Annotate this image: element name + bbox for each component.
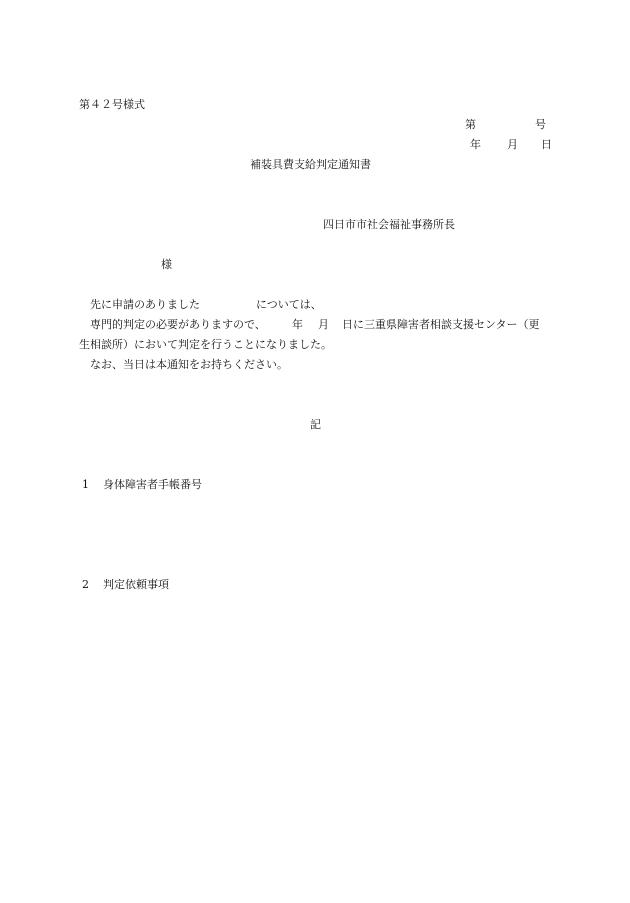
item-1-label: 身体障害者手帳番号 — [103, 478, 202, 491]
item-2-label: 判定依頼事項 — [103, 578, 169, 591]
body-line1-a: 先に申請のありました — [90, 298, 200, 311]
document-number-prefix: 第 — [465, 118, 476, 131]
document-number-suffix: 号 — [535, 118, 546, 131]
date-month: 月 — [507, 138, 518, 151]
body-line4: なお、当日は本通知をお持ちください。 — [90, 358, 288, 371]
ki-heading: 記 — [310, 418, 321, 431]
body-line2-month: 月 — [318, 318, 329, 331]
body-line2-a: 専門的判定の必要がありますので、 — [90, 318, 266, 331]
body-line1-b: については、 — [256, 298, 322, 311]
form-number: 第４２号様式 — [79, 98, 145, 111]
document-title: 補装具費支給判定通知書 — [250, 158, 371, 171]
body-line2-year: 年 — [292, 318, 303, 331]
item-1-number: 1 — [82, 478, 89, 491]
issuer: 四日市市社会福祉事務所長 — [323, 218, 455, 231]
addressee-suffix: 様 — [161, 258, 172, 271]
date-year: 年 — [470, 138, 481, 151]
body-line3: 生相談所）において判定を行うことになりました。 — [79, 338, 332, 351]
body-line2-c: 日に三重県障害者相談支援センター（更 — [342, 318, 540, 331]
item-2-number: 2 — [82, 578, 89, 591]
date-day: 日 — [541, 138, 552, 151]
